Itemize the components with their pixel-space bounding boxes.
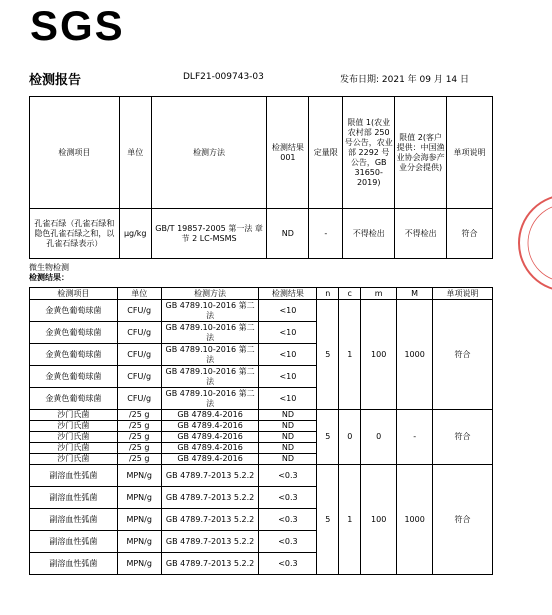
cell-judgement: 符合: [447, 209, 493, 259]
cell-item: 沙门氏菌: [30, 410, 118, 421]
cell-m: 0: [361, 410, 397, 465]
cell-method: GB 4789.4-2016: [161, 443, 259, 454]
header-M: M: [397, 288, 433, 300]
microbiology-table: [29, 287, 493, 575]
cell-method: GB 4789.7-2013 5.2.2: [161, 531, 259, 553]
cell-item: 沙门氏菌: [30, 443, 118, 454]
cell-result: ND: [259, 421, 317, 432]
cell-unit: CFU/g: [117, 322, 161, 344]
sgs-logo: SGS: [30, 2, 125, 49]
table-header-row: [30, 97, 493, 209]
cell-M: -: [397, 410, 433, 465]
cell-method: GB 4789.4-2016: [161, 454, 259, 465]
residue-test-table: [29, 96, 493, 259]
table-row: [30, 300, 493, 322]
report-number: DLF21-009743-03: [183, 72, 264, 82]
cell-method: GB 4789.4-2016: [161, 410, 259, 421]
cell-method: GB 4789.10-2016 第二法: [161, 366, 259, 388]
cell-method: GB 4789.7-2013 5.2.2: [161, 465, 259, 487]
cell-method: GB/T 19857-2005 第一法 章节 2 LC-MSMS: [151, 209, 267, 259]
cell-c: 0: [339, 410, 361, 465]
cell-result: <10: [259, 366, 317, 388]
cell-result: <0.3: [259, 531, 317, 553]
header-result: 检测结果 001: [267, 97, 309, 209]
cell-result: ND: [267, 209, 309, 259]
cell-method: GB 4789.10-2016 第二法: [161, 322, 259, 344]
cell-unit: CFU/g: [117, 366, 161, 388]
cell-method: GB 4789.4-2016: [161, 421, 259, 432]
header-unit: 单位: [117, 288, 161, 300]
cell-method: GB 4789.7-2013 5.2.2: [161, 487, 259, 509]
table-row: [30, 465, 493, 487]
cell-result: <10: [259, 322, 317, 344]
header-n: n: [317, 288, 339, 300]
cell-result: <10: [259, 300, 317, 322]
cell-item: 沙门氏菌: [30, 421, 118, 432]
report-title: 检测报告: [29, 73, 82, 88]
cell-item: 副溶血性弧菌: [30, 553, 118, 575]
header-unit: 单位: [119, 97, 151, 209]
cell-item: 金黄色葡萄球菌: [30, 300, 118, 322]
header-c: c: [339, 288, 361, 300]
cell-result: ND: [259, 410, 317, 421]
cell-c: 1: [339, 300, 361, 410]
header-limit-2: 限值 2(客户提供：中国渔业协会海参产业分会提供): [395, 97, 447, 209]
cell-unit: MPN/g: [117, 553, 161, 575]
cell-result: ND: [259, 432, 317, 443]
cell-method: GB 4789.7-2013 5.2.2: [161, 553, 259, 575]
cell-item: 金黄色葡萄球菌: [30, 344, 118, 366]
cell-method: GB 4789.10-2016 第二法: [161, 300, 259, 322]
cell-unit: μg/kg: [119, 209, 151, 259]
cell-unit: /25 g: [117, 421, 161, 432]
cell-item: 副溶血性弧菌: [30, 531, 118, 553]
cell-limit-1: 不得检出: [343, 209, 395, 259]
cell-limit-2: 不得检出: [395, 209, 447, 259]
cell-unit: /25 g: [117, 432, 161, 443]
cell-item: 副溶血性弧菌: [30, 487, 118, 509]
cell-m: 100: [361, 465, 397, 575]
table-header-row: [30, 288, 493, 300]
company-seal-stamp: [512, 190, 552, 300]
table-row: [30, 410, 493, 421]
cell-unit: CFU/g: [117, 388, 161, 410]
cell-unit: MPN/g: [117, 465, 161, 487]
cell-n: 5: [317, 300, 339, 410]
header-result: 检测结果: [259, 288, 317, 300]
cell-result: ND: [259, 454, 317, 465]
header-judgement: 单项说明: [447, 97, 493, 209]
cell-n: 5: [317, 410, 339, 465]
cell-item: 孔雀石绿（孔雀石绿和隐色孔雀石绿之和，以孔雀石绿表示）: [30, 209, 120, 259]
cell-judgement: 符合: [433, 300, 493, 410]
cell-result: <0.3: [259, 487, 317, 509]
cell-loq: -: [309, 209, 343, 259]
header-judgement: 单项说明: [433, 288, 493, 300]
header-item: 检测项目: [30, 97, 120, 209]
cell-item: 副溶血性弧菌: [30, 465, 118, 487]
cell-unit: /25 g: [117, 454, 161, 465]
cell-judgement: 符合: [433, 410, 493, 465]
cell-item: 金黄色葡萄球菌: [30, 322, 118, 344]
header-m: m: [361, 288, 397, 300]
header-method: 检测方法: [151, 97, 267, 209]
header-loq: 定量限: [309, 97, 343, 209]
cell-result: <10: [259, 344, 317, 366]
header-method: 检测方法: [161, 288, 259, 300]
cell-result: <10: [259, 388, 317, 410]
cell-item: 沙门氏菌: [30, 454, 118, 465]
cell-item: 沙门氏菌: [30, 432, 118, 443]
cell-unit: /25 g: [117, 410, 161, 421]
cell-method: GB 4789.7-2013 5.2.2: [161, 509, 259, 531]
cell-method: GB 4789.10-2016 第二法: [161, 344, 259, 366]
section-label: 微生物检测: [29, 263, 69, 272]
cell-method: GB 4789.10-2016 第二法: [161, 388, 259, 410]
table-row: [30, 209, 493, 259]
cell-unit: /25 g: [117, 443, 161, 454]
cell-m: 100: [361, 300, 397, 410]
header-limit-1: 限值 1(农业农村部 250 号公告，农业部 2292 号公告，GB 31650-2019): [343, 97, 395, 209]
cell-unit: MPN/g: [117, 509, 161, 531]
cell-n: 5: [317, 465, 339, 575]
cell-item: 副溶血性弧菌: [30, 509, 118, 531]
cell-result: ND: [259, 443, 317, 454]
cell-unit: CFU/g: [117, 344, 161, 366]
cell-M: 1000: [397, 465, 433, 575]
cell-M: 1000: [397, 300, 433, 410]
cell-item: 金黄色葡萄球菌: [30, 388, 118, 410]
cell-c: 1: [339, 465, 361, 575]
header-item: 检测项目: [30, 288, 118, 300]
publish-date: 发布日期: 2021 年 09 月 14 日: [340, 75, 470, 85]
cell-result: <0.3: [259, 553, 317, 575]
cell-result: <0.3: [259, 465, 317, 487]
cell-unit: CFU/g: [117, 300, 161, 322]
cell-method: GB 4789.4-2016: [161, 432, 259, 443]
cell-unit: MPN/g: [117, 531, 161, 553]
cell-judgement: 符合: [433, 465, 493, 575]
cell-unit: MPN/g: [117, 487, 161, 509]
cell-item: 金黄色葡萄球菌: [30, 366, 118, 388]
cell-result: <0.3: [259, 509, 317, 531]
result-label: 检测结果：: [29, 273, 69, 282]
